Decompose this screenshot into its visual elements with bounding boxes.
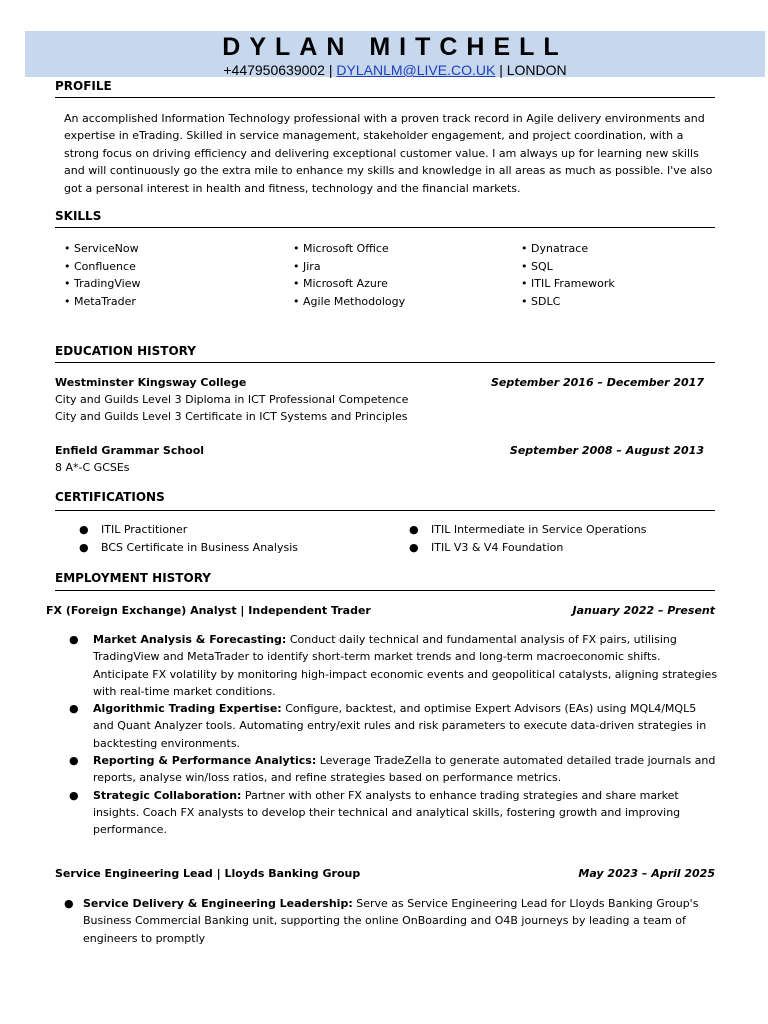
bullet-icon: ● [69, 754, 79, 768]
job-bullet-list [69, 631, 719, 839]
section-heading-skills: SKILLS [55, 209, 102, 223]
profile-text: An accomplished Information Technology professional with a proven track record in Agile delivery environments and expertise in eTrading. Skilled in service management, stakeholder engagement, and project coordination, with a strong focus on driving efficiency and delivering exceptional customer value. I am always up for learning new skills and will continuously go the extra mile to enhance my skills and knowledge in all areas as much as possible. I've also got a personal interest in health and fitness, technology and the financial markets. [64, 112, 713, 195]
certification-name: BCS Certificate in Business Analysis [101, 541, 298, 554]
phone-number: +447950639002 [223, 62, 325, 78]
skills-column-2 [293, 240, 405, 311]
section-heading-certifications: CERTIFICATIONS [55, 490, 165, 504]
education-school: Westminster Kingsway College [55, 376, 247, 389]
bullet-icon: ● [79, 523, 89, 536]
job-bullet [69, 631, 719, 700]
skill-item: • MetaTrader [64, 293, 140, 311]
location: LONDON [506, 62, 567, 78]
bullet-label: Market Analysis & Forecasting: [93, 633, 287, 646]
job-bullet-list [64, 895, 728, 947]
education-qualification: 8 A*-C GCSEs [55, 461, 130, 474]
bullet-icon: ● [409, 541, 419, 554]
skill-item: • SDLC [521, 293, 615, 311]
job-dates: January 2022 – Present [572, 604, 715, 617]
skills-column-3 [521, 240, 615, 311]
certification-name: ITIL Practitioner [101, 523, 188, 536]
skill-item: • ITIL Framework [521, 275, 615, 293]
bullet-icon: ● [64, 897, 74, 910]
education-qualification: City and Guilds Level 3 Certificate in ICT Systems and Principles [55, 410, 408, 423]
bullet-text: Leverage TradeZella to generate automated detailed trade journals and reports, analyse win/loss ratios, and refine strategies based on performance metrics. [93, 754, 716, 785]
bullet-label: Algorithmic Trading Expertise: [93, 702, 282, 716]
bullet-text: Partner with other FX analysts to enhance trading strategies and share market insights. Coach FX analysts to develop their technical and analytical skills, fostering growth and improving performance. [93, 788, 681, 837]
section-divider [55, 227, 715, 228]
section-heading-employment: EMPLOYMENT HISTORY [55, 571, 211, 585]
bullet-icon: ● [69, 633, 79, 646]
skills-column-1 [64, 240, 140, 311]
job-bullet [69, 787, 719, 839]
bullet-text: Conduct daily technical and fundamental analysis of FX pairs, utilising TradingView and MetaTrader to identify short-term market trends and long-term macroeconomic shifts. Anticipate FX volatility by monitoring high-impact economic events and geopolitical catalysts, aligning strategies with real-time market conditions. [93, 633, 718, 698]
education-qualification: City and Guilds Level 3 Diploma in ICT Professional Competence [55, 393, 409, 406]
certification-item [79, 521, 379, 539]
bullet-icon: ● [69, 702, 79, 716]
job-bullet [69, 752, 719, 787]
bullet-label: Reporting & Performance Analytics: [93, 754, 317, 768]
bullet-label: Strategic Collaboration: [93, 788, 242, 802]
skill-item: • Microsoft Azure [293, 275, 405, 293]
bullet-text: Serve as Service Engineering Lead for Lloyds Banking Group's Business Commercial Banking unit, supporting the online OnBoarding and O4B journeys by leading a team of engineers to promptly [83, 897, 699, 945]
contact-line [0, 62, 768, 78]
skill-item: • Dynatrace [521, 240, 615, 258]
job-bullet [64, 895, 728, 947]
certification-name: ITIL Intermediate in Service Operations [431, 523, 647, 536]
email-link[interactable]: DYLANLM@LIVE.CO.UK [336, 62, 496, 78]
job-title: Service Engineering Lead | Lloyds Banking Group [55, 867, 361, 880]
contact-separator: | [495, 62, 507, 78]
bullet-text: Configure, backtest, and optimise Expert Advisors (EAs) using MQL4/MQL5 and Quant Analyzer tools. Automating entry/exit rules and risk parameters to execute data-driven strategies in backtesting environments. [93, 702, 707, 750]
contact-separator: | [324, 62, 337, 78]
bullet-icon: ● [409, 523, 419, 536]
section-heading-profile: PROFILE [55, 79, 112, 93]
skill-item: • Jira [293, 258, 405, 276]
skill-item: • Confluence [64, 258, 140, 276]
skill-item: • SQL [521, 258, 615, 276]
certification-item [409, 521, 709, 539]
skill-item: • Agile Methodology [293, 293, 405, 311]
bullet-label: Service Delivery & Engineering Leadership: [83, 897, 353, 910]
certification-name: ITIL V3 & V4 Foundation [431, 541, 564, 554]
section-divider [55, 510, 715, 511]
section-divider [55, 590, 715, 591]
skill-item: • Microsoft Office [293, 240, 405, 258]
section-divider [55, 362, 715, 363]
section-heading-education: EDUCATION HISTORY [55, 344, 196, 358]
certification-item [79, 539, 379, 557]
section-divider [55, 97, 715, 98]
skill-item: • TradingView [64, 275, 140, 293]
certification-item [409, 539, 709, 557]
job-dates: May 2023 – April 2025 [578, 867, 715, 880]
bullet-icon: ● [79, 541, 89, 554]
education-dates: September 2008 – August 2013 [509, 444, 704, 457]
bullet-icon: ● [69, 788, 79, 802]
job-title: FX (Foreign Exchange) Analyst | Independent Trader [46, 604, 371, 617]
candidate-name: DYLAN MITCHELL [222, 33, 568, 61]
education-school: Enfield Grammar School [55, 444, 205, 457]
job-bullet [69, 700, 719, 752]
education-dates: September 2016 – December 2017 [490, 376, 704, 389]
skill-item: • ServiceNow [64, 240, 140, 258]
